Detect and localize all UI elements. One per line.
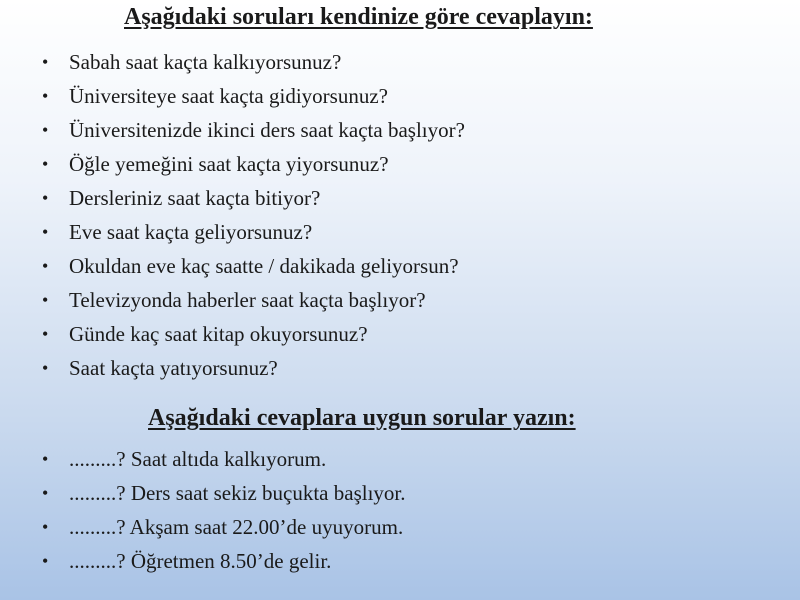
list-item bbox=[0, 215, 465, 249]
bullet-icon: • bbox=[42, 290, 49, 310]
bullet-icon: • bbox=[42, 120, 49, 140]
list-item bbox=[0, 113, 465, 147]
bullet-icon: • bbox=[42, 358, 49, 378]
list-item bbox=[0, 249, 465, 283]
list-item-text: .........? Ders saat sekiz buçukta başlıyor. bbox=[69, 481, 406, 505]
answer-list bbox=[0, 442, 406, 578]
list-item-text: Saat kaçta yatıyorsunuz? bbox=[69, 356, 278, 380]
question-list bbox=[0, 45, 465, 385]
list-item-text: .........? Öğretmen 8.50’de gelir. bbox=[69, 549, 332, 573]
bullet-icon: • bbox=[42, 449, 49, 469]
bullet-icon: • bbox=[42, 188, 49, 208]
list-item bbox=[0, 351, 465, 385]
bullet-icon: • bbox=[42, 324, 49, 344]
list-item-text: Üniversitenizde ikinci ders saat kaçta başlıyor? bbox=[69, 118, 465, 142]
list-item bbox=[0, 283, 465, 317]
list-item bbox=[0, 147, 465, 181]
list-item-text: Okuldan eve kaç saatte / dakikada geliyorsun? bbox=[69, 254, 459, 278]
list-item-text: Üniversiteye saat kaçta gidiyorsunuz? bbox=[69, 84, 388, 108]
bullet-icon: • bbox=[42, 52, 49, 72]
bullet-icon: • bbox=[42, 517, 49, 537]
bullet-icon: • bbox=[42, 256, 49, 276]
list-item bbox=[0, 442, 406, 476]
section-2-title: Aşağıdaki cevaplara uygun sorular yazın: bbox=[148, 405, 576, 431]
bullet-icon: • bbox=[42, 551, 49, 571]
list-item bbox=[0, 476, 406, 510]
list-item bbox=[0, 79, 465, 113]
list-item bbox=[0, 510, 406, 544]
list-item bbox=[0, 317, 465, 351]
list-item bbox=[0, 544, 406, 578]
list-item bbox=[0, 45, 465, 79]
bullet-icon: • bbox=[42, 86, 49, 106]
bullet-icon: • bbox=[42, 154, 49, 174]
list-item-text: Sabah saat kaçta kalkıyorsunuz? bbox=[69, 50, 342, 74]
list-item-text: Eve saat kaçta geliyorsunuz? bbox=[69, 220, 313, 244]
list-item-text: Öğle yemeğini saat kaçta yiyorsunuz? bbox=[69, 152, 389, 176]
section-1-title: Aşağıdaki soruları kendinize göre cevaplayın: bbox=[124, 4, 593, 30]
list-item-text: Dersleriniz saat kaçta bitiyor? bbox=[69, 186, 321, 210]
bullet-icon: • bbox=[42, 483, 49, 503]
list-item-text: Televizyonda haberler saat kaçta başlıyor? bbox=[69, 288, 426, 312]
list-item-text: Günde kaç saat kitap okuyorsunuz? bbox=[69, 322, 368, 346]
list-item-text: .........? Akşam saat 22.00’de uyuyorum. bbox=[69, 515, 404, 539]
list-item bbox=[0, 181, 465, 215]
bullet-icon: • bbox=[42, 222, 49, 242]
list-item-text: .........? Saat altıda kalkıyorum. bbox=[69, 447, 327, 471]
